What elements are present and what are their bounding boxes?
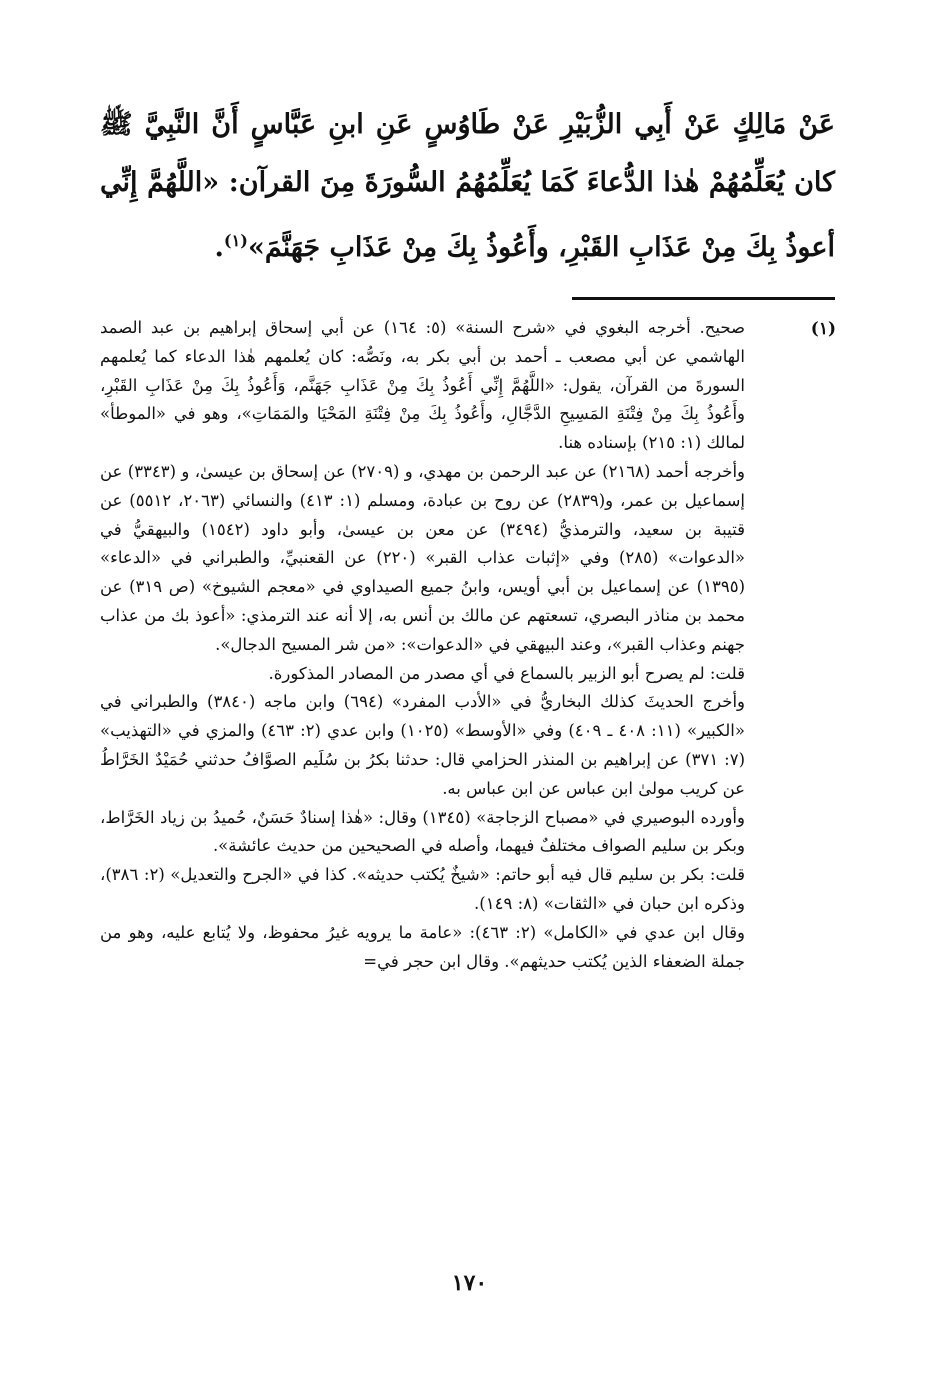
footnote-separator <box>572 297 835 300</box>
footnote-paragraph: صحيح. أخرجه البغوي في «شرح السنة» (٥: ١٦٤) عن أبي إسحاق إبراهيم بن عبد الصمد الهاشمي عن أبي مصعب ـ أحمد بن أبي بكر به، ونَصُّه: كان يُعلمهم هٰذا الدعاء كما يُعلمهم السورةَ من القرآن، يقول: «اللَّهُمَّ إِنِّي أَعُوذُ بِكَ مِنْ عَذَابِ جَهَنَّم، وَأَعُوذُ بِكَ مِنْ عَذَابِ القَبْرِ، وأَعُوذُ بِكَ مِنْ فِتْنَةِ المَسِيحِ الدَّجَّالِ، وأَعُوذُ بِكَ مِنْ فِتْنَةِ المَحْيَا والمَمَاتِ»، وهو في «الموطأ» لمالك (١: ٢١٥) بإسناده هنا. <box>100 318 745 453</box>
footnote-paragraph: وأخرج الحديثَ كذلك البخاريُّ في «الأدب المفرد» (٦٩٤) وابن ماجه (٣٨٤٠) والطبراني في «الكبير» (١١: ٤٠٨ ـ ٤٠٩) وفي «الأوسط» (١٠٢٥) وابن عدي (٢: ٤٦٣) والمزي في «التهذيب» (٧: ٣٧١) عن إبراهيم بن المنذر الحزامي قال: حدثنا بكرُ بن سُلَيم الصوَّافُ حدثني حُمَيْدٌ الخَرَّاطُ عن كريب مولىٰ ابن عباس عن ابن عباس به. <box>100 692 745 798</box>
hadith-end-mark: . <box>214 232 224 263</box>
footnote-paragraph: قلت: لم يصرح أبو الزبير بالسماع في أي مصدر من المصادر المذكورة. <box>268 663 745 683</box>
footnote-paragraph: وأورده البوصيري في «مصباح الزجاجة» (١٣٤٥) وقال: «هٰذا إسنادٌ حَسَنٌ، حُميدُ بن زياد الخَرَّاط، وبكر بن سليم الصواف مختلفٌ فيهما، وأصله في الصحيحين من حديث عائشة». <box>100 807 745 856</box>
footnote-reference[interactable]: (١) <box>223 231 248 250</box>
footnote-block <box>100 314 745 976</box>
footnote-paragraph: قلت: بكر بن سليم قال فيه أبو حاتم: «شيخٌ يُكتب حديثه». كذا في «الجرح والتعديل» (٢: ٣٨٦)، وذكره ابن حبان في «الثقات» (٨: ١٤٩). <box>100 865 745 913</box>
main-hadith-text <box>100 96 835 277</box>
footnote-marker: (١) <box>810 319 836 339</box>
hadith-body: عَنْ مَالِكٍ عَنْ أَبِي الزُّبَيْرِ عَنْ طَاوُسٍ عَنِ ابنِ عَبَّاسٍ أَنَّ النَّبِيَّ ﷺ كان يُعَلِّمُهُمْ هٰذا الدُّعاءَ كَمَا يُعَلِّمُهُمُ السُّورَةَ مِنَ القرآن: «اللَّهُمَّ إِنِّي أعوذُ بِكَ مِنْ عَذَابِ القَبْرِ، وأَعُوذُ بِكَ مِنْ عَذَابِ جَهَنَّمَ» <box>100 109 835 263</box>
footnote-paragraph: وقال ابن عدي في «الكامل» (٢: ٤٦٣): «عامة ما يرويه غيرُ محفوظ، ولا يُتابع عليه، وهو من جملة الضعفاء الذين يُكتب حديثهم». وقال ابن حجر في= <box>100 922 746 971</box>
footnote-paragraph: وأخرجه أحمد (٢١٦٨) عن عبد الرحمن بن مهدي، و (٢٧٠٩) عن إسحاق بن عيسىٰ، و (٣٣٤٣) عن إسماعيل بن عمر، و(٢٨٣٩) عن روح بن عبادة، ومسلم (١: ٤١٣) والنسائي (٢٠٦٣، ٥٥١٢) عن قتيبة بن سعيد، والترمذيُّ (٣٤٩٤) عن معن بن عيسىٰ، وأبو داود (١٥٤٢) والبيهقيُّ في «الدعوات» (٢٨٥) وفي «إثبات عذاب القبر» (٢٢٠) عن القعنبيِّ، والطبراني في «الدعاء» (١٣٩٥) عن إسماعيل بن أبي أويس، وابنُ جميع الصيداوي في «معجم الشيوخ» (ص ٣١٩) عن محمد بن مناذر البصري، تسعتهم عن مالك بن أنس به، إلا أنه عند الترمذي: «أعوذ بك من عذاب جهنم وعذاب القبر»، وعند البيهقي في «الدعوات»: «من شر المسيح الدجال». <box>100 461 746 654</box>
page-number: ١٧٠ <box>451 1270 488 1296</box>
